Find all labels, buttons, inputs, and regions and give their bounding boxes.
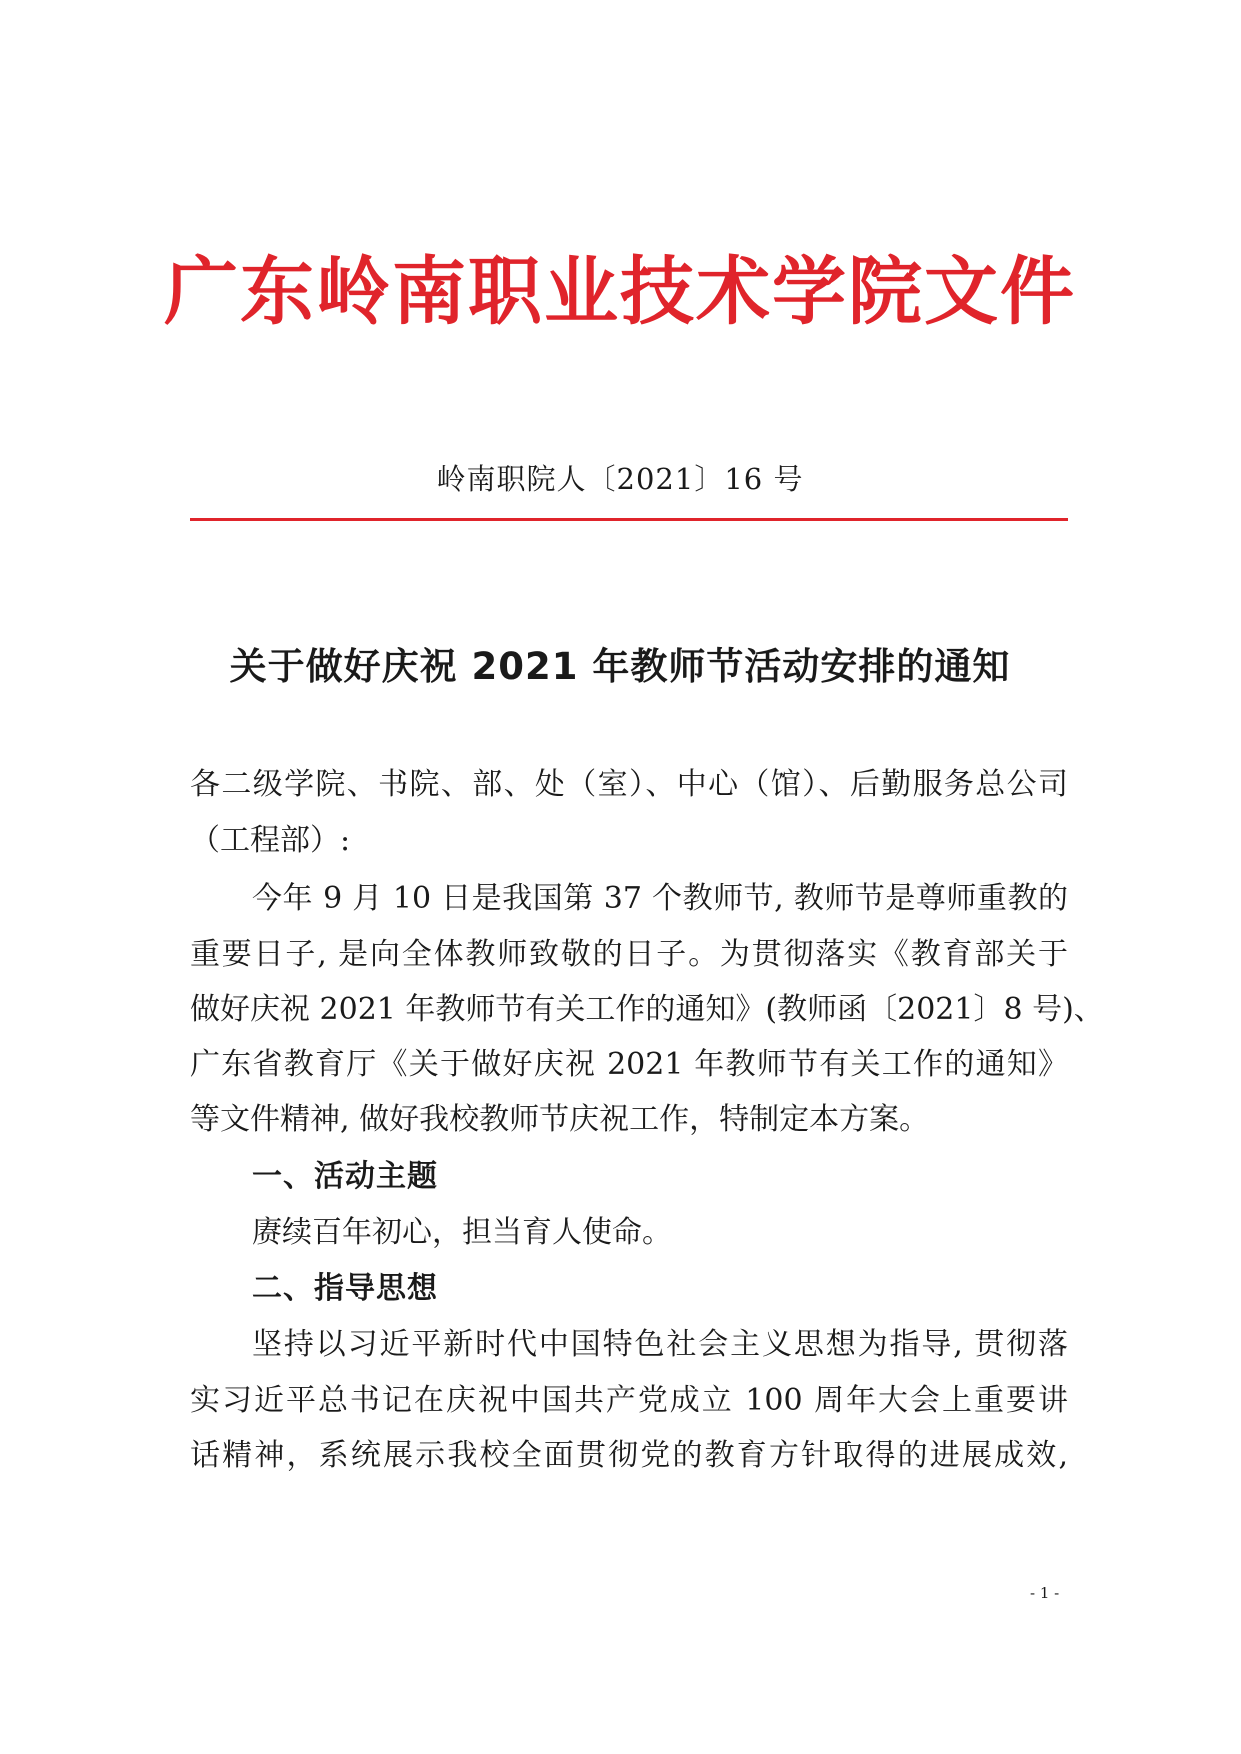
section-2-line-2: 实习近平总书记在庆祝中国共产党成立 100 周年大会上重要讲 (190, 1383, 1068, 1418)
section-2-line-1: 坚持以习近平新时代中国特色社会主义思想为指导, 贯彻落 (252, 1327, 1068, 1362)
paragraph-1-line-1: 今年 9 月 10 日是我国第 37 个教师节, 教师节是尊师重教的 (252, 881, 1068, 916)
red-divider-line (190, 518, 1068, 521)
section-1-text: 赓续百年初心，担当育人使命。 (252, 1215, 672, 1250)
document-number: 岭南职院人〔2021〕16 号 (436, 462, 804, 496)
section-2-line-3: 话精神，系统展示我校全面贯彻党的教育方针取得的进展成效, (190, 1438, 1068, 1473)
recipients-line-1: 各二级学院、书院、部、处（室）、中心（馆）、后勤服务总公司 (190, 767, 1068, 802)
document-header-title: 广东岭南职业技术学院文件 (164, 249, 1076, 335)
paragraph-1-line-5: 等文件精神, 做好我校教师节庆祝工作，特制定本方案。 (190, 1102, 930, 1137)
paragraph-1-line-4: 广东省教育厅《关于做好庆祝 2021 年教师节有关工作的通知》 (190, 1047, 1068, 1082)
section-1-heading: 一、活动主题 (252, 1159, 438, 1194)
paragraph-1-line-3: 做好庆祝 2021 年教师节有关工作的通知》(教师函〔2021〕8 号)、 (190, 992, 1104, 1027)
paragraph-1-line-2: 重要日子, 是向全体教师致敬的日子。为贯彻落实《教育部关于 (190, 937, 1068, 972)
page-number: - 1 - (1030, 1584, 1060, 1602)
section-2-heading: 二、指导思想 (252, 1271, 438, 1306)
notice-title: 关于做好庆祝 2021 年教师节活动安排的通知 (229, 645, 1011, 688)
recipients-line-2: （工程部）: (190, 823, 351, 858)
